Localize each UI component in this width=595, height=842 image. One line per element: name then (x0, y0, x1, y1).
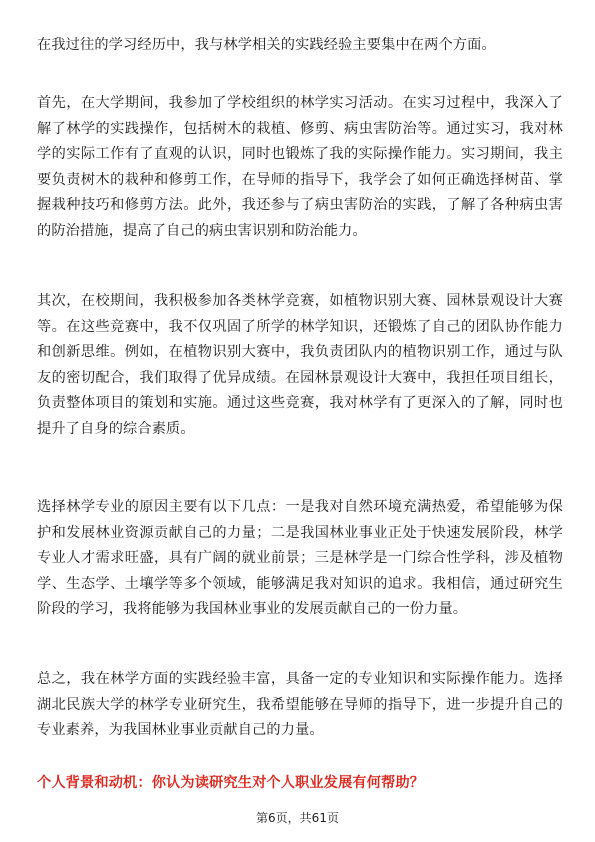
paragraph-conclusion: 总之，我在林学方面的实践经验丰富，具备一定的专业知识和实际操作能力。选择湖北民族大学的林学专业研究生，我希望能够在导师的指导下，进一步提升自己的专业素养，为我国林业事业贡献自己的力量。 (37, 671, 563, 739)
paragraph-internship: 首先，在大学期间，我参加了学校组织的林学实习活动。在实习过程中，我深入了解了林学的实践操作，包括树木的栽植、修剪、病虫害防治等。通过实习，我对林学的实际工作有了直观的认识，同时也锻炼了我的实际操作能力。实习期间，我主要负责树木的栽种和修剪工作，在导师的指导下，我学会了如何正确选择树苗、掌握栽种技巧和修剪方法。此外，我还参与了病虫害防治的实践，了解了各种病虫害的防治措施，提高了自己的病虫害识别和防治能力。 (37, 95, 563, 239)
paragraph-competitions: 其次，在校期间，我积极参加各类林学竞赛，如植物识别大赛、园林景观设计大赛等。在这些竞赛中，我不仅巩固了所学的林学知识，还锻炼了自己的团队协作能力和创新思维。例如，在植物识别大赛中，我负责团队内的植物识别工作，通过与队友的密切配合，我们取得了优异成绩。在园林景观设计大赛中，我担任项目组长，负责整体项目的策划和实施。通过这些竞赛，我对林学有了更深入的了解，同时也提升了自身的综合素质。 (37, 293, 563, 437)
paragraph-reasons: 选择林学专业的原因主要有以下几点：一是我对自然环境充满热爱，希望能够为保护和发展林业资源贡献自己的力量；二是我国林业事业正处于快速发展阶段，林学专业人才需求旺盛，具有广阔的就业前景；三是林学是一门综合性学科，涉及植物学、生态学、土壤学等多个领域，能够满足我对知识的追求。我相信，通过研究生阶段的学习，我将能够为我国林业事业的发展贡献自己的一份力量。 (37, 499, 563, 618)
page-number-footer: 第6页，共61页 (256, 811, 339, 825)
question-heading: 个人背景和动机：你认为读研究生对个人职业发展有何帮助？ (37, 775, 425, 791)
paragraph-intro: 在我过往的学习经历中，我与林学相关的实践经验主要集中在两个方面。 (37, 37, 496, 53)
